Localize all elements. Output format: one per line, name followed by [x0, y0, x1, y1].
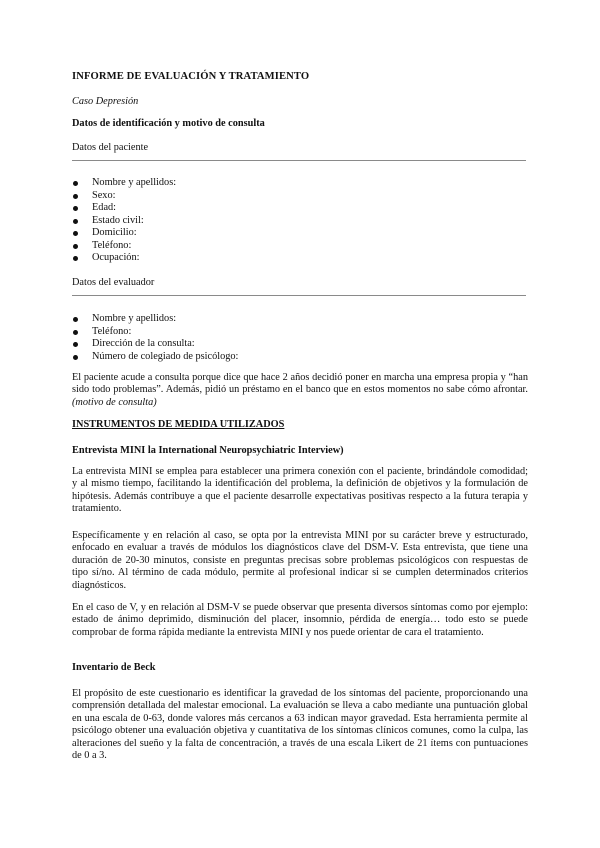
- reason-tag: (motivo de consulta): [72, 396, 157, 408]
- patient-divider: [72, 160, 526, 161]
- list-item: Número de colegiado de psicólogo:: [72, 351, 238, 364]
- mini-heading: Entrevista MINI la International Neuropsychiatric Interview): [72, 445, 344, 456]
- patient-data-label: Datos del paciente: [72, 142, 149, 153]
- list-item: Edad:: [72, 202, 176, 215]
- case-label: Caso Depresión: [72, 96, 139, 107]
- list-item: Nombre y apellidos:: [72, 177, 176, 190]
- list-item: Estado civil:: [72, 215, 176, 228]
- list-item: Teléfono:: [72, 240, 176, 253]
- beck-paragraph: El propósito de este cuestionario es identificar la gravedad de los síntomas del paciente, proporcionando una comprensión detallada del malestar emocional. La evaluación se lleva a cabo mediante una puntuación global en una escala de 0-63, donde valores más cercanos a 63 indican mayor gravedad. Esta herramienta permite al psicólogo obtener una evaluación objetiva y cuantitativa de los síntomas clínicos comunes, como la culpa, las alteraciones del sueño y la falta de concentración, a través de una escala Likert de 21 ítems con puntuaciones de 0 a 3.: [72, 688, 528, 762]
- mini-paragraph-3: En el caso de V, y en relación al DSM-V se puede observar que presenta diversos síntomas como por ejemplo: estado de ánimo deprimido, disminución del placer, insomnio, pérdida de energía… todo esto se puede comprobar de forma rápida mediante la entrevista MINI y nos puede orientar de cara el tratamiento.: [72, 602, 528, 638]
- evaluator-divider: [72, 295, 526, 296]
- list-item: Domicilio:: [72, 227, 176, 240]
- beck-heading: Inventario de Beck: [72, 662, 156, 673]
- consultation-reason-paragraph: [72, 372, 528, 409]
- reason-text: El paciente acude a consulta porque dice que hace 2 años decidió poner en marcha una empresa propia y “han sido todo problemas”. Además, pidió un préstamo en el banco que en estos momentos no sabe cómo afrontar.: [72, 372, 528, 396]
- mini-paragraph-1: La entrevista MINI se emplea para establecer una primera conexión con el paciente, brindándole comodidad; y al mismo tiempo, facilitando la identificación del problema, la definición de objetivos y la formulación de hipótesis. Además contribuye a que el paciente desarrolle expectativas positivas respecto a la futura terapia y tratamiento.: [72, 466, 528, 515]
- list-item: Teléfono:: [72, 326, 238, 339]
- list-item: Sexo:: [72, 190, 176, 203]
- instruments-heading: INSTRUMENTOS DE MEDIDA UTILIZADOS: [72, 419, 285, 430]
- patient-fields-list: [72, 177, 176, 265]
- mini-paragraph-2: Específicamente y en relación al caso, se opta por la entrevista MINI por su carácter breve y estructurado, enfocado en evaluar a través de módulos los diagnósticos clave del DSM-V. Esta entrevista, que tiene una duración de 20-30 minutos, consiste en preguntas precisas sobre problemas psicológicos con respuestas de tipo sí/no. Al término de cada módulo, permite al profesional indicar si se cumplen determinados criterios diagnósticos.: [72, 530, 528, 591]
- evaluator-data-label: Datos del evaluador: [72, 277, 155, 288]
- identification-heading: Datos de identificación y motivo de consulta: [72, 118, 265, 129]
- list-item: Dirección de la consulta:: [72, 338, 238, 351]
- evaluator-fields-list: [72, 313, 238, 363]
- report-title: INFORME DE EVALUACIÓN Y TRATAMIENTO: [72, 71, 310, 82]
- list-item: Ocupación:: [72, 252, 176, 265]
- list-item: Nombre y apellidos:: [72, 313, 238, 326]
